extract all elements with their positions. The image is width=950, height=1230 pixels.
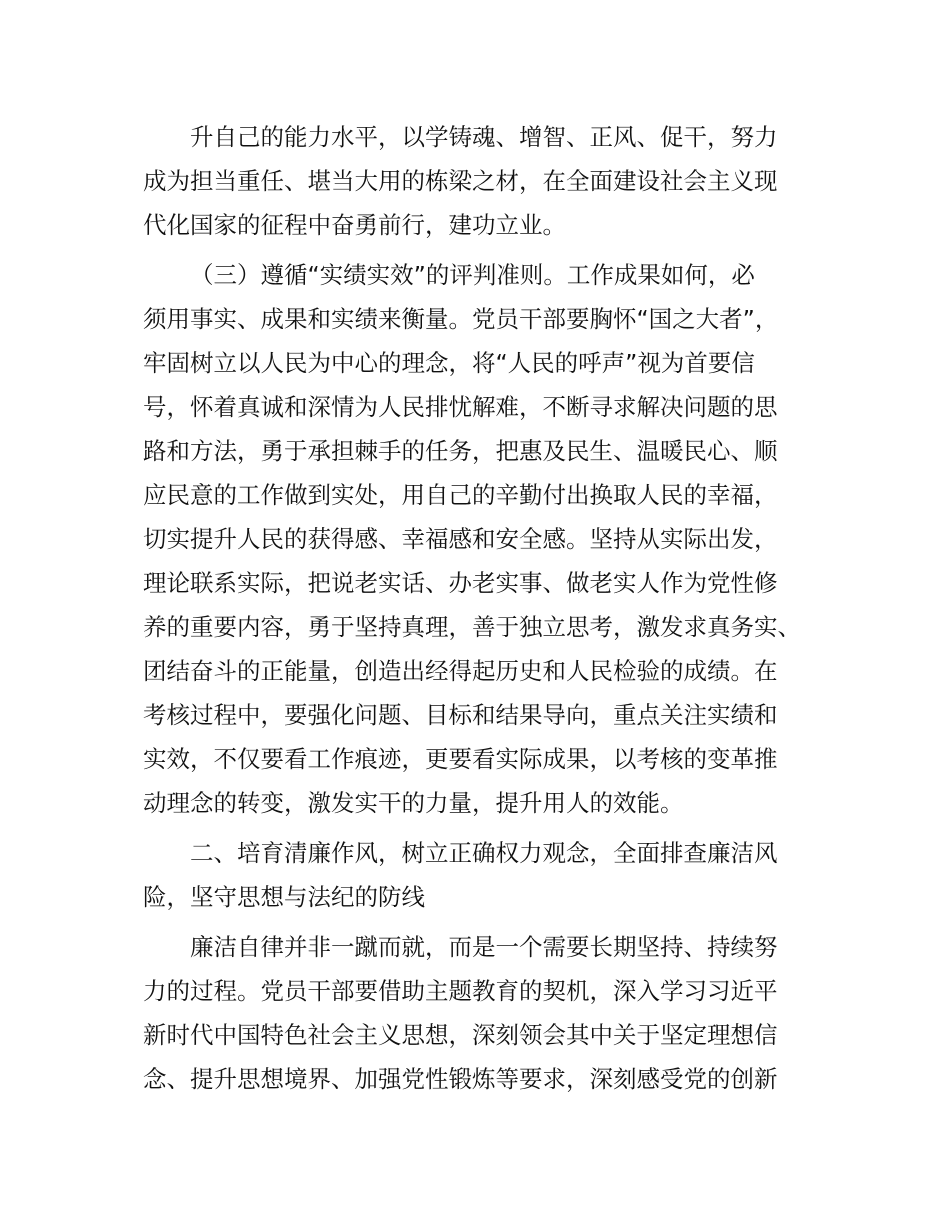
text-line: 廉洁自律并非一蹴而就，而是一个需要长期坚持、持续努 (190, 933, 778, 961)
text-line: 切实提升人民的获得感、幸福感和安全感。坚持从实际出发， (143, 525, 778, 553)
text-line: 团结奋斗的正能量，创造出经得起历史和人民检验的成绩。在 (143, 657, 778, 685)
text-line: 成为担当重任、堪当大用的栋梁之材，在全面建设社会主义现 (143, 167, 778, 195)
text-line: 念、提升思想境界、加强党性锻炼等要求，深刻感受党的创新 (143, 1065, 778, 1093)
paragraph (143, 831, 843, 919)
paragraph (143, 925, 843, 1101)
document-body (143, 115, 843, 1107)
text-line: 养的重要内容，勇于坚持真理，善于独立思考，激发求真务实、 (143, 613, 801, 641)
text-line: 二、培育清廉作风，树立正确权力观念，全面排查廉洁风 (190, 839, 778, 867)
text-line: 路和方法，勇于承担棘手的任务，把惠及民生、温暖民心、顺 (143, 437, 778, 465)
text-line: 升自己的能力水平，以学铸魂、增智、正风、促干，努力 (190, 123, 778, 151)
paragraph (143, 253, 843, 825)
text-line: 新时代中国特色社会主义思想，深刻领会其中关于坚定理想信 (143, 1021, 778, 1049)
text-line: 理论联系实际，把说老实话、办老实事、做老实人作为党性修 (143, 569, 778, 597)
text-line: 应民意的工作做到实处，用自己的辛勤付出换取人民的幸福， (143, 481, 778, 509)
text-line: 须用事实、成果和实绩来衡量。党员干部要胸怀“国之大者”， (143, 305, 779, 333)
text-line: 险，坚守思想与法纪的防线 (143, 883, 425, 911)
paragraph (143, 115, 843, 247)
text-line: 动理念的转变，激发实干的力量，提升用人的效能。 (143, 789, 684, 817)
text-line: 牢固树立以人民为中心的理念，将“人民的呼声”视为首要信 (143, 349, 755, 377)
text-line: 号，怀着真诚和深情为人民排忧解难，不断寻求解决问题的思 (143, 393, 778, 421)
text-line: （三）遵循“实绩实效”的评判准则。工作成果如何，必 (190, 261, 755, 289)
text-line: 代化国家的征程中奋勇前行，建功立业。 (143, 211, 566, 239)
text-line: 实效，不仅要看工作痕迹，更要看实际成果，以考核的变革推 (143, 745, 778, 773)
text-line: 力的过程。党员干部要借助主题教育的契机，深入学习习近平 (143, 977, 778, 1005)
text-line: 考核过程中，要强化问题、目标和结果导向，重点关注实绩和 (143, 701, 778, 729)
